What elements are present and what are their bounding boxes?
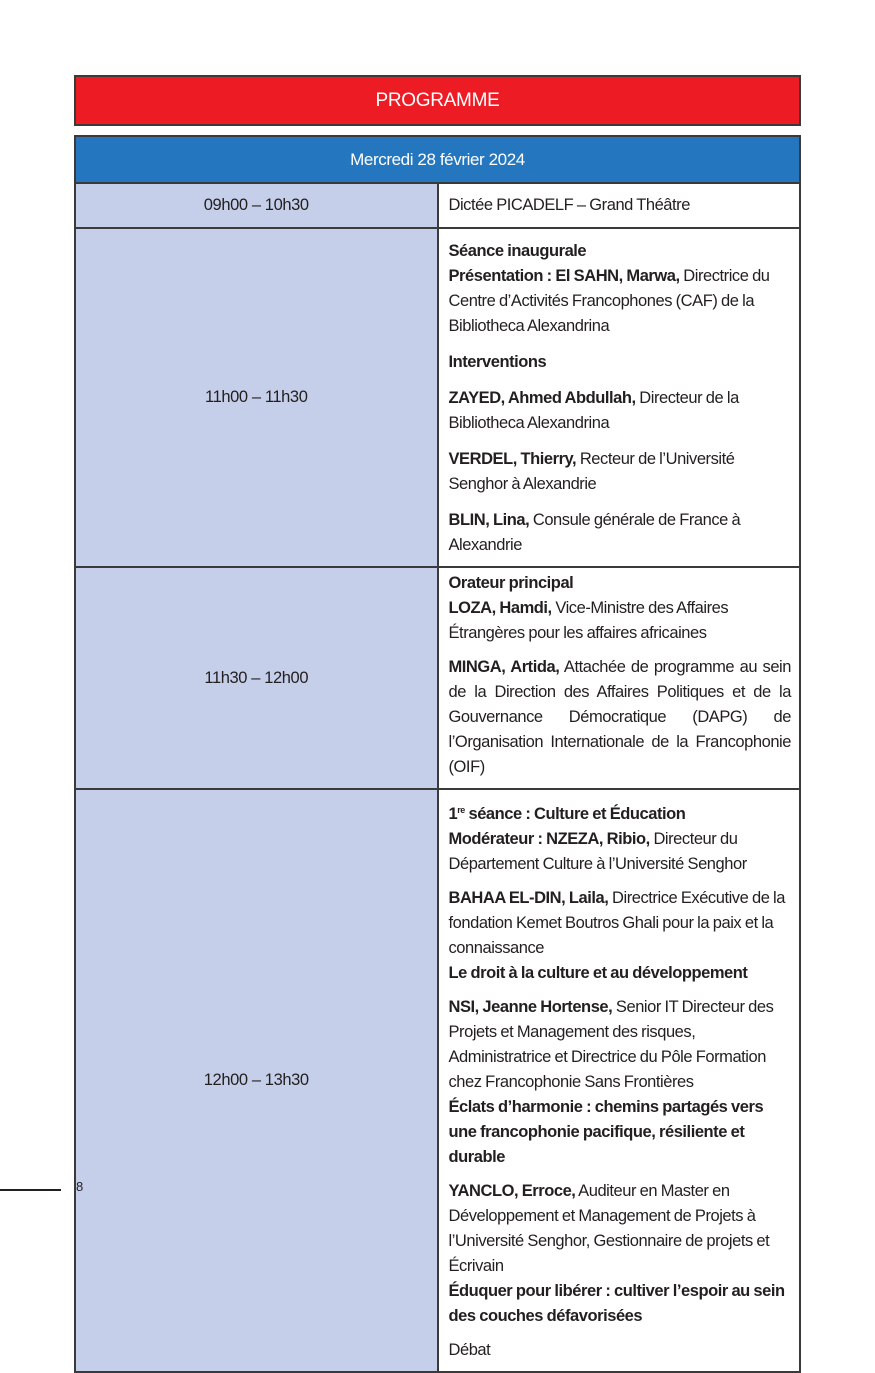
speaker-name: YANCLO, Erroce, (448, 1182, 576, 1200)
speaker-name: ZAYED, Ahmed Abdullah, (448, 389, 636, 407)
speaker-role: Senior IT Directeur des Projets et Management des risques, Administratrice et Directrice du Pôle Formation chez Francophonie Sans Frontières (448, 998, 774, 1091)
debate-label: Débat (448, 1341, 491, 1359)
talk-topic: Le droit à la culture et au développement (448, 964, 748, 982)
time-slot: 09h00 – 10h30 (75, 183, 438, 228)
speaker-block (449, 571, 792, 646)
programme-table (74, 135, 801, 1373)
footer-rule (0, 1189, 61, 1191)
presenter-label: Présentation : El SAHN, Marwa, (448, 267, 680, 285)
session-block (449, 239, 792, 339)
interventions-heading (449, 350, 792, 375)
session-content (438, 789, 801, 1372)
time-slot: 12h00 – 13h30 (75, 789, 438, 1372)
keynote-heading: Orateur principal (448, 574, 574, 592)
speaker-entry (449, 386, 792, 436)
session-content (438, 228, 801, 567)
speaker-role: Recteur de l’Université Senghor à Alexandrie (448, 450, 735, 493)
session-content (438, 567, 801, 789)
session-block (449, 802, 792, 877)
session-title (449, 805, 686, 823)
presenter-role: Directrice du Centre d’Activités Francophones (CAF) de la Bibliotheca Alexandrina (448, 267, 770, 335)
talk-topic: Éclats d’harmonie : chemins partagés vers une francophonie pacifique, résiliente et durable (448, 1098, 764, 1166)
time-slot: 11h30 – 12h00 (75, 567, 438, 789)
speaker-role: Directeur de la Bibliotheca Alexandrina (448, 389, 739, 432)
speaker-entry (449, 886, 792, 986)
speaker-role: Auditeur en Master en Développement et Management de Projets à l’Université Senghor, Gestionnaire de projets et Écrivain (448, 1182, 770, 1275)
talk-topic: Éduquer pour libérer : cultiver l’espoir au sein des couches défavorisées (448, 1282, 785, 1325)
session-title-text: séance : Culture et Éducation (464, 805, 686, 823)
speaker-role: Vice-Ministre des Affaires Étrangères pour les affaires africaines (448, 599, 729, 642)
time-slot: 11h00 – 11h30 (75, 228, 438, 567)
schedule-row (75, 183, 800, 228)
programme-title: PROGRAMME (74, 75, 801, 126)
page-number: 8 (76, 1179, 84, 1194)
day-header-row (75, 136, 800, 183)
speaker-role: Consule générale de France à Alexandrie (448, 511, 741, 554)
speaker-role: Directrice Exécutive de la fondation Kemet Boutros Ghali pour la paix et la connaissance (448, 889, 785, 957)
speaker-name: BLIN, Lina, (448, 511, 530, 529)
speaker-name: LOZA, Hamdi, (448, 599, 552, 617)
schedule-row (75, 228, 800, 567)
day-header: Mercredi 28 février 2024 (75, 136, 800, 183)
moderator-role: Directeur du Département Culture à l’Université Senghor (448, 830, 747, 873)
session-content: Dictée PICADELF – Grand Théâtre (438, 183, 801, 228)
speaker-name: MINGA, Artida, (448, 658, 560, 676)
schedule-row (75, 567, 800, 789)
speaker-name: NSI, Jeanne Hortense, (448, 998, 613, 1016)
session-ordinal: re (457, 805, 465, 815)
session-title: Séance inaugurale (448, 242, 587, 260)
speaker-entry (449, 508, 792, 558)
speaker-role: Attachée de programme au sein de la Direction des Affaires Politiques et de la Gouvernance Démocratique (DAPG) de l’Organisation Internationale de la Francophonie (OIF) (448, 658, 791, 776)
speaker-entry (449, 655, 792, 780)
speaker-name: BAHAA EL-DIN, Laila, (448, 889, 609, 907)
speaker-entry (449, 1179, 792, 1329)
speaker-entry (449, 447, 792, 497)
speaker-name: VERDEL, Thierry, (448, 450, 577, 468)
speaker-entry (449, 995, 792, 1170)
session-number: 1 (448, 805, 458, 823)
moderator-label: Modérateur : NZEZA, Ribio, (448, 830, 650, 848)
schedule-row (75, 789, 800, 1372)
interventions-label: Interventions (448, 353, 547, 371)
